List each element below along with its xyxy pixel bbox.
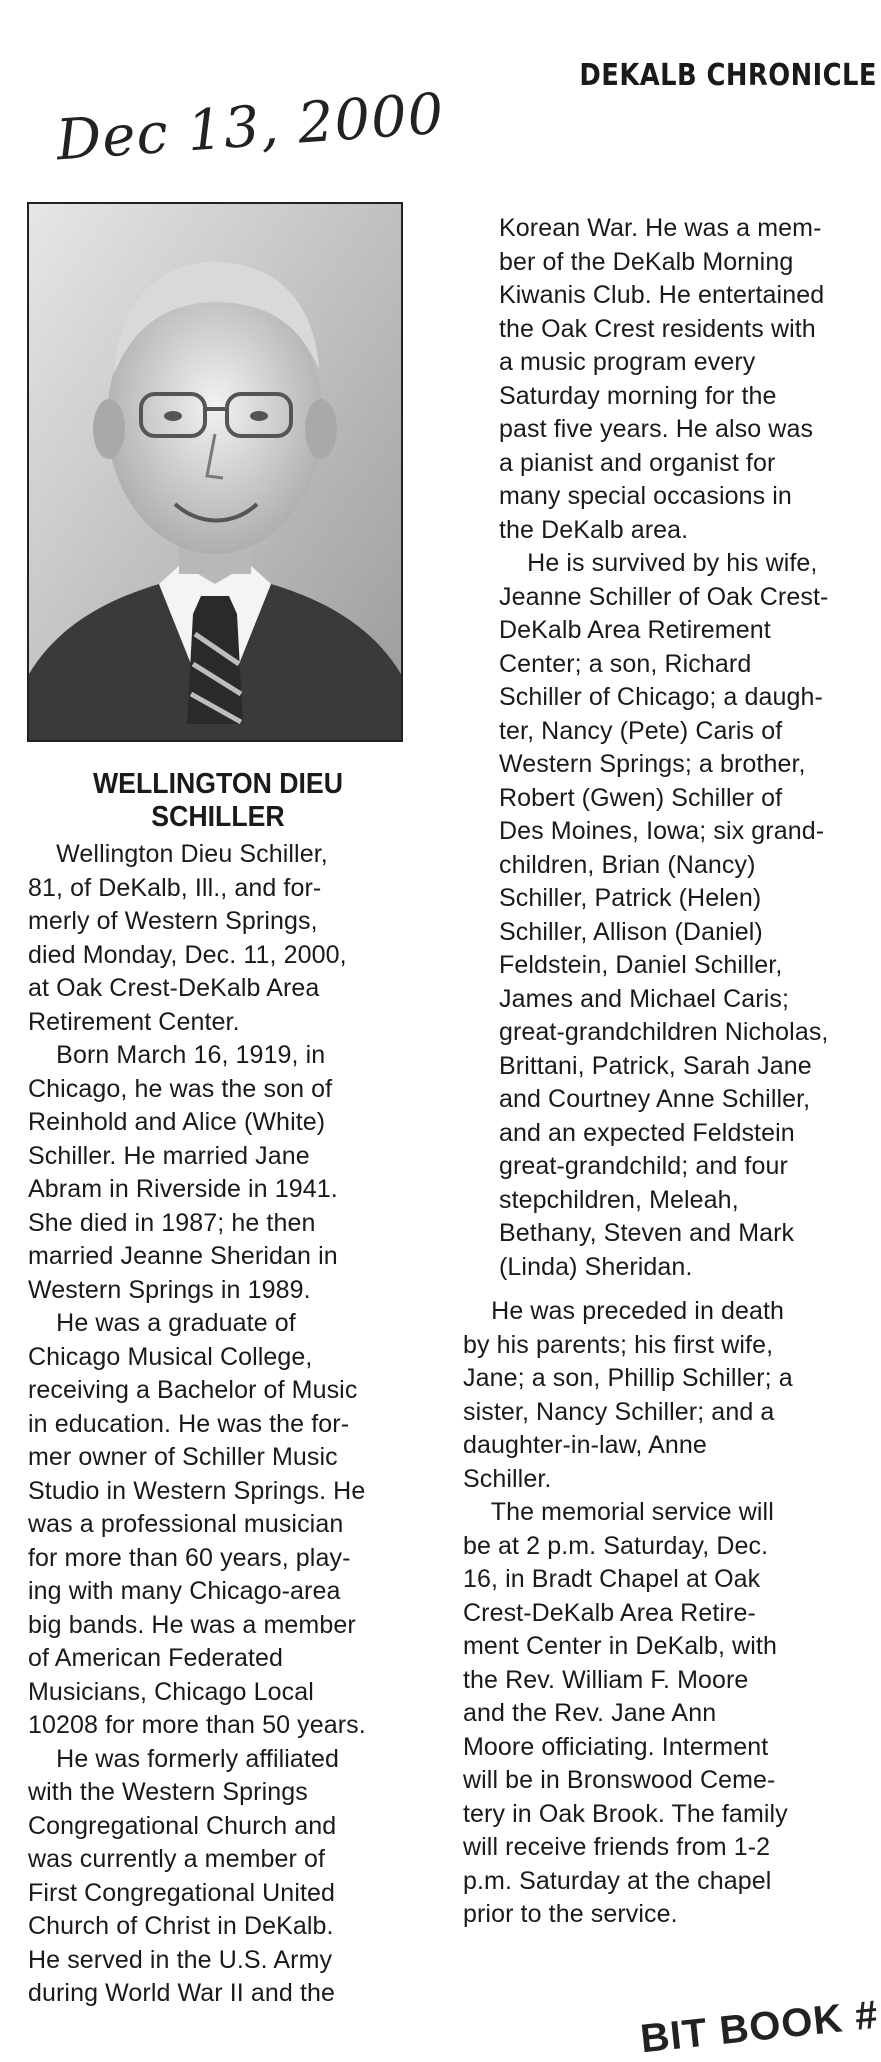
portrait-photo — [27, 202, 403, 742]
headline-line-2: SCHILLER — [151, 801, 285, 833]
masthead: DEKALB CHRONICLE — [579, 58, 877, 93]
headline-line-1: WELLINGTON DIEU — [92, 768, 343, 800]
obituary-headline — [43, 768, 393, 834]
handwritten-date: Dec 13, 2000 — [54, 81, 447, 174]
obituary-column-right-top: Korean War. He was a mem- ber of the DeKalb Morning Kiwanis Club. He entertained the Oak Crest residents with a music program every Saturday morning for the past five years. He also was a pianist and organist for many special occasions in the DeKalb area. He is survived by his wife, Jeanne Schiller of Oak Crest- DeKalb Area Retirement Center; a son, Richard Schiller of Chicago; a daugh- ter, Nancy (Pete) Caris of Western Springs; a brother, Robert (Gwen) Schiller of Des Moines, Iowa; six grand- children, Brian (Nancy) Schiller, Patrick (Helen) Schiller, Allison (Daniel) Feldstein, Daniel Schiller, James and Michael Caris; great-grandchildren Nicholas, Brittani, Patrick, Sarah Jane and Courtney Anne Schiller, and an expected Feldstein great-grandchild; and four stepchildren, Meleah, Bethany, Steven and Mark (Linda) Sheridan. — [499, 214, 829, 1281]
book-stamp: BIT BOOK # — [638, 1992, 881, 2062]
obituary-column-right-bottom: He was preceded in death by his parents; his first wife, Jane; a son, Phillip Schiller; a sister, Nancy Schiller; and a daughter-in-law, Anne Schiller. The memorial service will be at 2 p.m. Saturday, Dec. 16, in Bradt Chapel at Oak Crest-DeKalb Area Retire- ment Center in DeKalb, with the Rev. William F. Moore and the Rev. Jane Ann Moore officiating. Interment will be in Bronswood Ceme- tery in Oak Brook. The family will receive friends from 1-2 p.m. Saturday at the chapel prior to the service. — [463, 1297, 793, 1928]
obituary-column-left: Wellington Dieu Schiller, 81, of DeKalb, Ill., and for- merly of Western Springs, died Monday, Dec. 11, 2000, at Oak Crest-DeKalb Area Retirement Center. Born March 16, 1919, in Chicago, he was the son of Reinhold and Alice (White) Schiller. He married Jane Abram in Riverside in 1941. She died in 1987; he then married Jeanne Sheridan in Western Springs in 1989. He was a graduate of Chicago Musical College, receiving a Bachelor of Music in education. He was the for- mer owner of Schiller Music Studio in Western Springs. He was a professional musician for more than 60 years, play- ing with many Chicago-area big bands. He was a member of American Federated Musicians, Chicago Local 10208 for more than 50 years. He was formerly affiliated with the Western Springs Congregational Church and was currently a member of First Congregational United Church of Christ in DeKalb. He served in the U.S. Army during World War II and the — [28, 840, 366, 2007]
portrait-illustration — [29, 204, 401, 740]
